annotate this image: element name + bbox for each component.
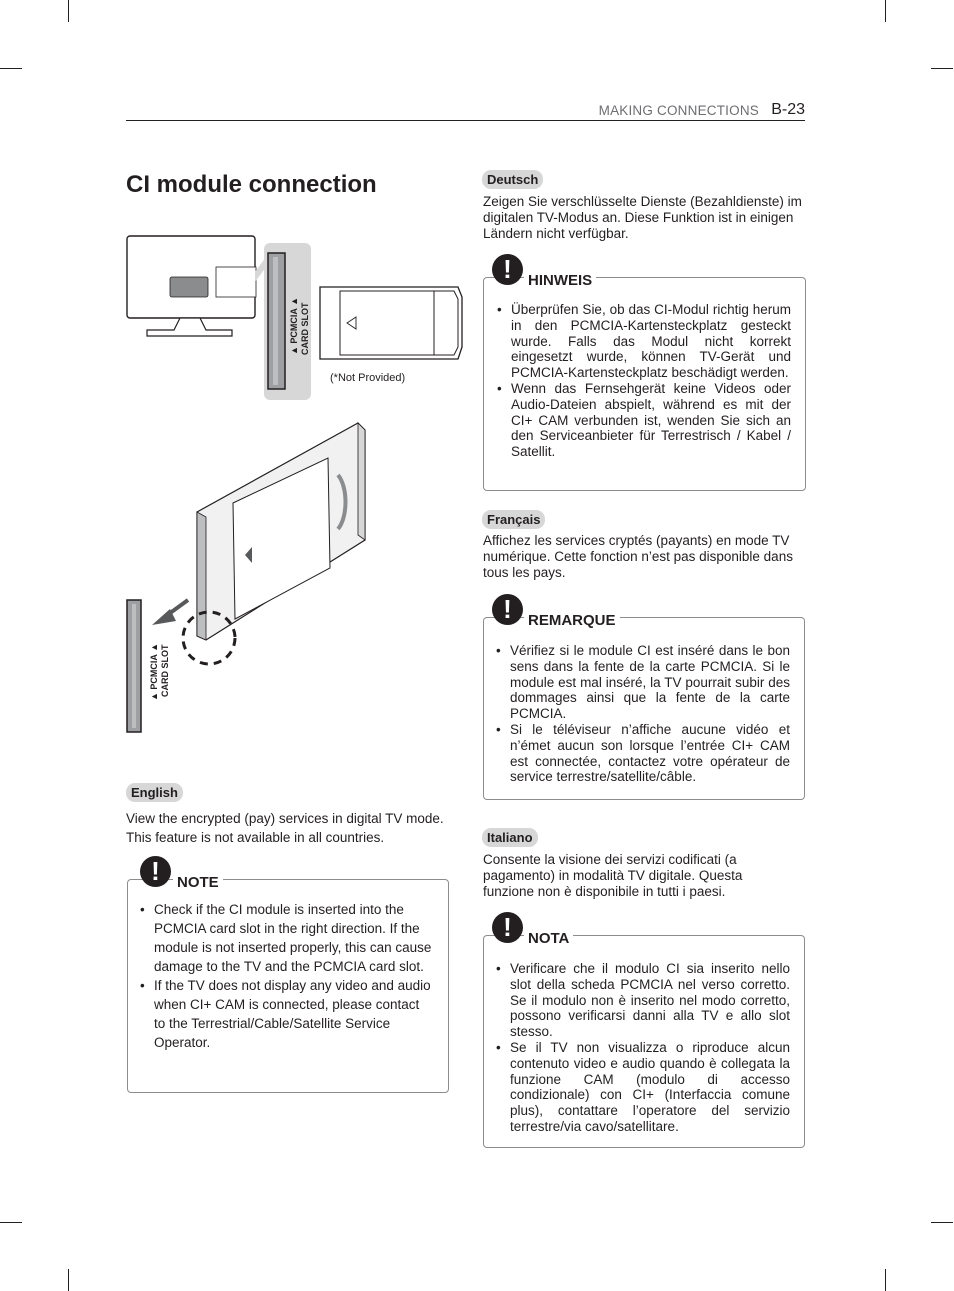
tv-back-view [127, 236, 256, 336]
list-item: • Wenn das Fernsehgerät keine Videos oder Audio-Dateien abspielt, während es mit der CI+ CAM verbunden ist, wenden Sie sich an den Serviceanbieter für Terrestrisch / Kabel / Satellit. [497, 381, 791, 460]
lang-tag-italiano: Italiano [482, 828, 538, 847]
list-item: • If the TV does not display any video and audio when CI+ CAM is connected, please contact to the Terrestrial/Cable/Satellite Service Operator. [140, 976, 434, 1052]
list-item: • Vérifiez si le module CI est inséré dans le bon sens dans la fente de la carte PCMCIA. Si le module est mal inséré, la TV pourrait subir des dommages ainsi que la fente de la carte PCMCIA. [496, 643, 790, 722]
side-slot-label-bottom: CARD SLOT [160, 644, 170, 697]
ci-card-perspective [197, 423, 365, 640]
header-section-title: MAKING CONNECTIONS [598, 103, 759, 118]
note-title: HINWEIS [524, 272, 596, 289]
crop-mark [68, 0, 69, 22]
side-slot-label-top: ▲ PCMCIA ▲ [149, 642, 159, 701]
crop-mark [885, 0, 886, 22]
english-body: View the encrypted (pay) services in digital TV mode. This feature is not available in all countries. [126, 811, 444, 845]
crop-mark [0, 68, 22, 69]
note-box-deutsch [483, 254, 806, 491]
insert-arrow [152, 600, 188, 625]
deutsch-body: Zeigen Sie verschlüsselte Dienste (Bezahldienste) im digitalen TV-Modus an. Diese Funktion ist in einigen Ländern nicht verfügbar. [483, 194, 802, 241]
page-header [126, 101, 805, 121]
note-title: REMARQUE [524, 612, 620, 629]
note-box-francais [483, 594, 805, 800]
note-icon: ! [492, 912, 523, 943]
list-item: • Verificare che il modulo CI sia inserito nello slot della scheda PCMCIA nel verso corretto. Se il modulo non è inserito nel modo corretto, possono verificarsi danni alla TV e allo slot stesso. [496, 961, 790, 1040]
list-item: • Überprüfen Sie, ob das CI-Modul richtig herum in den PCMCIA-Kartensteckplatz gesteckt wurde. Falls das Modul nicht korrekt eingesetzt wurde, können TV-Gerät und PCMCIA-Kartensteckplatz beschädigt werden. [497, 302, 791, 381]
ci-module-illustration [120, 225, 470, 740]
note-box-english [127, 856, 449, 1093]
pcmcia-slot-zoom [255, 243, 311, 400]
list-item: • Check if the CI module is inserted into the PCMCIA card slot in the right direction. If the module is not inserted properly, this can cause damage to the TV and the PCMCIA card slot. [140, 900, 434, 976]
note-title: NOTE [173, 874, 223, 891]
crop-mark [931, 68, 953, 69]
page-number: B-23 [771, 101, 805, 118]
crop-mark [0, 1222, 22, 1223]
crop-mark [68, 1269, 69, 1291]
lang-tag-francais: Français [482, 510, 545, 529]
italiano-body: Consente la visione dei servizi codificati (a pagamento) in modalità TV digitale. Questa funzione non è disponibile in tutti i paesi. [483, 852, 743, 899]
slot-label-bottom: CARD SLOT [300, 302, 310, 355]
note-list-deutsch [497, 302, 791, 460]
list-item: • Se il TV non visualizza o riproduce alcun contenuto video e audio quando è collegata la funzione CAM (modulo di accesso condizionale) con CI+ (Interfaccia comune plus), contattare l’operatore del servizio terrestre/via cavo/satellitare. [496, 1040, 790, 1135]
note-icon: ! [140, 856, 171, 887]
note-icon: ! [492, 594, 523, 625]
page-title: CI module connection [126, 171, 377, 198]
crop-mark [931, 1222, 953, 1223]
lang-tag-english: English [126, 783, 183, 802]
header-rule [126, 120, 805, 121]
note-icon: ! [492, 254, 523, 285]
note-box-italiano [483, 912, 805, 1148]
note-title: NOTA [524, 930, 573, 947]
not-provided-label: (*Not Provided) [330, 372, 406, 384]
crop-mark [885, 1269, 886, 1291]
ci-card-front [320, 287, 462, 359]
list-item: • Si le téléviseur n’affiche aucune vidéo et n’émet aucun son lorsque l’entrée CI+ CAM est connectée, contactez votre opérateur de service terrestre/satellite/câble. [496, 722, 790, 785]
lang-tag-deutsch: Deutsch [482, 170, 543, 189]
slot-label-top: ▲ PCMCIA ▲ [289, 296, 299, 355]
note-list-francais [496, 643, 790, 785]
francais-body: Affichez les services cryptés (payants) en mode TV numérique. Cette fonction n’est pas disponible dans tous les pays. [483, 533, 793, 580]
note-list-italiano [496, 961, 790, 1135]
note-list-english [140, 900, 434, 1052]
